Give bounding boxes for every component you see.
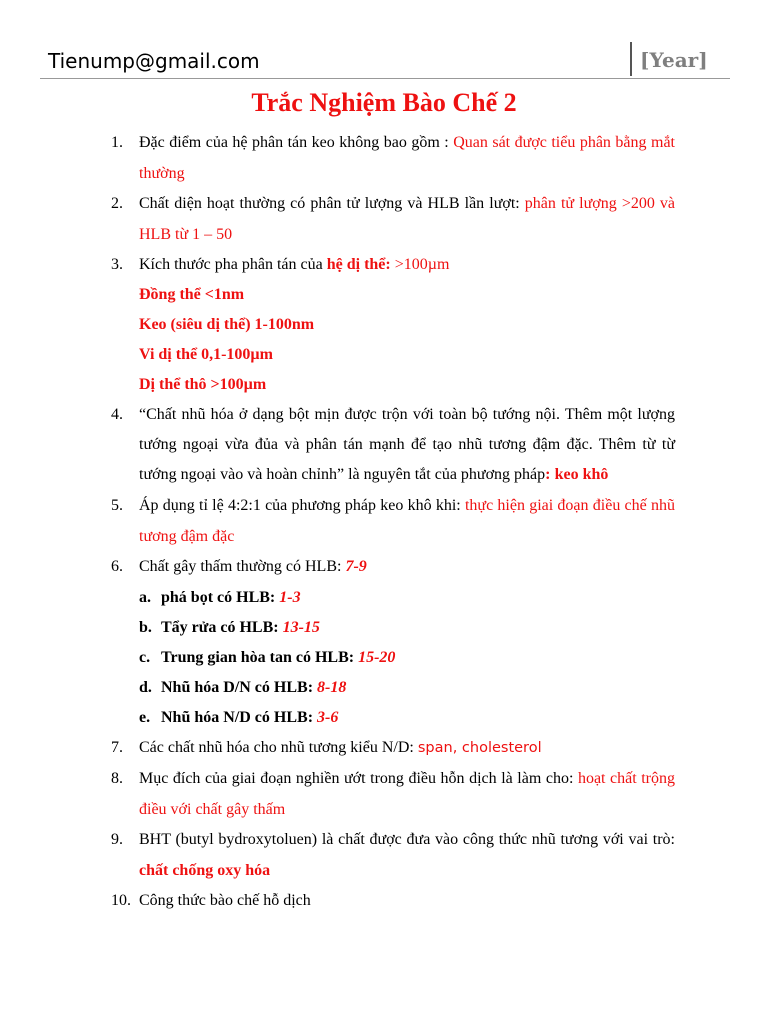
- answer-text: hoạt chất trộng điều với chất gây thấm: [139, 770, 676, 818]
- question-text: Kích thước pha phân tán của: [139, 256, 327, 273]
- question-6: [111, 552, 675, 583]
- sub-item: [139, 673, 675, 703]
- sub-value: 1-3: [279, 589, 301, 606]
- question-number: 10.: [111, 892, 131, 909]
- sub-letter: d.: [139, 679, 152, 696]
- sub-item: [139, 703, 675, 733]
- sub-letter: c.: [139, 649, 151, 666]
- sub-text: Nhũ hóa D/N có HLB:: [161, 679, 318, 696]
- sub-value: 15-20: [358, 649, 396, 666]
- question-number: 9.: [111, 831, 123, 848]
- question-4: [111, 400, 675, 491]
- header-year-box: [630, 42, 708, 76]
- dispersion-line: Keo (siêu dị thể) 1-100nm: [139, 316, 315, 333]
- question-text: Áp dụng tỉ lệ 4:2:1 của phương pháp keo khô khi:: [139, 497, 465, 514]
- answer-text: chất chống oxy hóa: [139, 862, 271, 879]
- question-2: [111, 189, 676, 250]
- question-number: 1.: [111, 134, 123, 151]
- answer-bold: hệ dị thể:: [326, 256, 391, 273]
- header-email: Tienump@gmail.com: [48, 49, 260, 73]
- sub-text: Trung gian hòa tan có HLB:: [161, 649, 359, 666]
- answer-text: >100µm: [390, 256, 450, 273]
- sub-item: [139, 643, 675, 673]
- sub-item: [139, 613, 675, 643]
- answer-colon: :: [545, 466, 551, 483]
- answer-text: phân tử lượng >200 và HLB từ 1 – 50: [139, 195, 676, 243]
- question-3: [111, 250, 675, 280]
- sub-value: 13-15: [282, 619, 320, 636]
- sub-letter: e.: [139, 709, 151, 726]
- answer-text: thực hiện giai đoạn điều chế nhũ tương đậm đặc: [139, 497, 676, 545]
- sub-value: 8-18: [317, 679, 347, 696]
- question-text: Chất diện hoạt thường có phân tử lượng và HLB lần lượt:: [139, 195, 525, 212]
- question-7: [111, 733, 675, 764]
- question-number: 6.: [111, 558, 123, 575]
- question-number: 4.: [111, 406, 123, 423]
- question-text: Mục đích của giai đoạn nghiền ướt trong điều hỗn dịch là làm cho:: [139, 770, 578, 787]
- question-5: [111, 491, 676, 552]
- question-number: 8.: [111, 770, 123, 787]
- answer-text: keo khô: [554, 466, 609, 483]
- question-number: 3.: [111, 256, 123, 273]
- sub-text: Tẩy rửa có HLB:: [161, 619, 283, 636]
- header-year: [Year]: [640, 48, 708, 72]
- sub-text: Nhũ hóa N/D có HLB:: [161, 709, 318, 726]
- answer-text: 7-9: [345, 558, 367, 575]
- answer-text: Quan sát được tiểu phân bằng mắt thường: [139, 134, 675, 182]
- question-number: 2.: [111, 195, 123, 212]
- sub-letter: a.: [139, 589, 151, 606]
- header-divider: [40, 78, 730, 79]
- question-text: BHT (butyl bydroxytoluen) là chất được đưa vào công thức nhũ tương với vai trò:: [139, 831, 675, 848]
- page-title: Trắc Nghiệm Bào Chế 2: [251, 88, 517, 117]
- question-9: [111, 825, 675, 886]
- sub-value: 3-6: [317, 709, 339, 726]
- question-number: 7.: [111, 739, 123, 756]
- answer-text: span, cholesterol: [417, 740, 542, 756]
- question-text: Chất gây thấm thường có HLB:: [139, 558, 346, 575]
- question-number: 5.: [111, 497, 123, 514]
- dispersion-line: Đồng thể <1nm: [139, 286, 245, 303]
- question-10: [111, 886, 675, 916]
- dispersion-line: Dị thể thô >100µm: [139, 376, 267, 393]
- question-list: [111, 128, 676, 916]
- question-text: Công thức bào chế hỗ dịch: [139, 892, 311, 909]
- question-1: [111, 128, 675, 189]
- question-text: Các chất nhũ hóa cho nhũ tương kiểu N/D:: [139, 739, 418, 756]
- dispersion-line: Vi dị thể 0,1-100µm: [139, 346, 273, 363]
- question-text: Đặc điểm của hệ phân tán keo không bao gồm :: [139, 134, 454, 151]
- sub-item: [139, 583, 675, 613]
- question-8: [111, 764, 676, 825]
- page-header: [40, 40, 730, 80]
- question-text: “Chất nhũ hóa ở dạng bột mịn được trộn với toàn bộ tướng nội. Thêm một lượng tướng ngoại vừa đủa và phân tán mạnh để tạo nhũ tương đậm đặc. Thêm từ từ tướng ngoại vào và hoàn chỉnh” là nguyên tắt của phương pháp: [139, 406, 675, 483]
- sub-letter: b.: [139, 619, 152, 636]
- sub-text: phá bọt có HLB:: [161, 589, 280, 606]
